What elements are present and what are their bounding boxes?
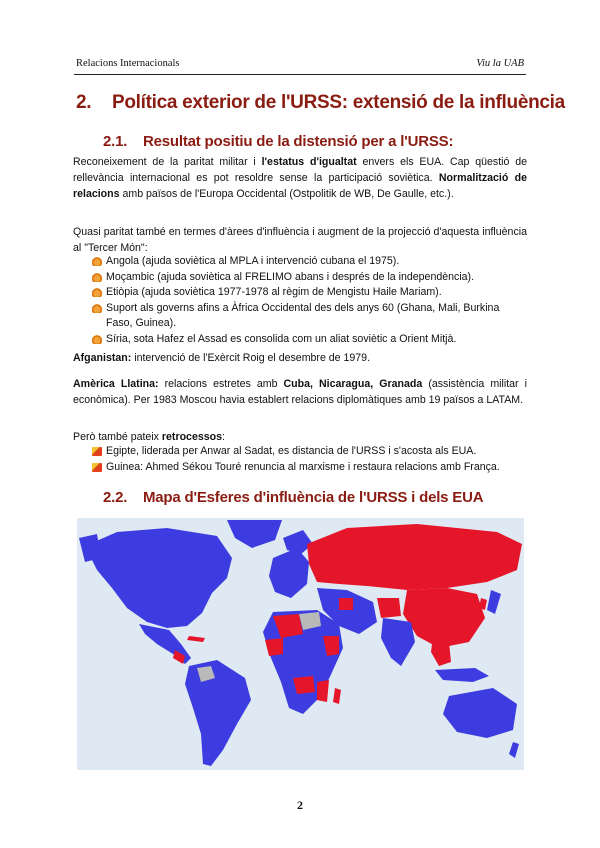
p5-text: Però també pateix: [73, 431, 162, 443]
bullet-icon: [92, 288, 102, 297]
p3-text: intervenció de l'Exèrcit Roig el desembre de 1979.: [131, 352, 371, 364]
paragraph-latin-america: [73, 376, 527, 408]
subsection-heading-2: [103, 489, 483, 506]
section-heading: [76, 92, 565, 114]
paragraph-afghanistan: [73, 350, 527, 366]
p5-colon: :: [222, 431, 225, 443]
bullet-icon: [92, 447, 102, 456]
page-number: 2: [297, 798, 303, 812]
list-item-text: Etiòpia (ajuda soviètica 1977-1978 al règim de Mengistu Haile Mariam).: [106, 286, 442, 298]
subsection-heading-1: [103, 133, 453, 150]
bullet-icon: [92, 304, 102, 313]
list-item-text: Egipte, liderada per Anwar al Sadat, es distancia de l'URSS i s'acosta als EUA.: [106, 445, 477, 457]
list-item: [92, 301, 528, 332]
p1-text-2: envers els EUA. Cap qüestió de rellevància internacional es pot resoldre sense la participació soviètica.: [73, 156, 527, 184]
p3-bold: Afganistan:: [73, 352, 132, 364]
subsection-number-1: 2.1.: [103, 133, 128, 150]
list-item: [92, 460, 528, 476]
list-item: [92, 285, 528, 301]
map-mozambique: [317, 680, 329, 702]
list-item-text: Guinea: Ahmed Sékou Touré renuncia al marxisme i restaura relacions amb França.: [106, 460, 500, 473]
paragraph-setbacks: [73, 429, 527, 445]
list-item: [92, 332, 528, 348]
p4-text-2: (assistència militar i econòmica). Per 1983 Moscou havia establert relacions diplomàtiques amb 19 països a LATAM.: [73, 378, 527, 406]
subsection-number-2: 2.2.: [103, 489, 128, 506]
p4-text-1: relacions estretes amb: [158, 378, 284, 390]
list-item-text: Moçambic (ajuda soviètica al FRELIMO abans i després de la independència).: [106, 270, 475, 283]
bullet-icon: [92, 273, 102, 282]
p1-text-3: amb països de l'Europa Occidental (Ostpolitik de WB, De Gaulle, etc.).: [119, 188, 454, 200]
p1-bold-1: l'estatus d'igualtat: [261, 156, 357, 168]
header-course-title: Relacions Internacionals: [76, 58, 180, 69]
paragraph-recognition: [73, 154, 527, 202]
setbacks-list: [92, 444, 528, 475]
list-item: [92, 254, 528, 270]
map-afghanistan: [377, 598, 401, 618]
paragraph-influence: Quasi paritat també en termes d'àrees d'influència i augment de la projecció d'aquesta influència al "Tercer Món":: [73, 226, 527, 254]
map-ussr: [307, 524, 522, 590]
p1-bold-2: Normalització de relacions: [73, 172, 527, 200]
map-syria: [339, 598, 353, 610]
subsection-title-2: Mapa d'Esferes d'influència de l'URSS i dels EUA: [143, 489, 484, 506]
list-item-text: Suport als governs afins a Àfrica Occidental des dels anys 60 (Ghana, Mali, Burkina Faso, Guinea).: [106, 301, 500, 329]
p1-text-1: Reconeixement de la paritat militar i: [73, 156, 262, 168]
list-item-text: Síria, sota Hafez el Assad es consolida com un aliat soviètic a Orient Mitjà.: [106, 332, 457, 345]
page-header: [74, 56, 526, 75]
spheres-of-influence-map: [77, 518, 524, 770]
third-world-list: [92, 254, 528, 347]
list-item: [92, 270, 528, 286]
bullet-icon: [92, 335, 102, 344]
section-title: Política exterior de l'URSS: extensió de la influència: [112, 92, 565, 113]
header-source: Viu la UAB: [476, 58, 524, 69]
bullet-icon: [92, 257, 102, 266]
list-item: [92, 444, 528, 460]
p4-bold-1: Amèrica Llatina:: [73, 378, 159, 390]
section-number: 2.: [76, 92, 92, 113]
p4-bold-2: Cuba, Nicaragua, Granada: [283, 378, 423, 390]
list-item-text: Angola (ajuda soviètica al MPLA i intervenció cubana el 1975).: [106, 255, 400, 267]
bullet-icon: [92, 463, 102, 472]
subsection-title-1: Resultat positiu de la distensió per a l'URSS:: [143, 133, 454, 150]
p5-bold: retrocessos: [161, 431, 222, 443]
